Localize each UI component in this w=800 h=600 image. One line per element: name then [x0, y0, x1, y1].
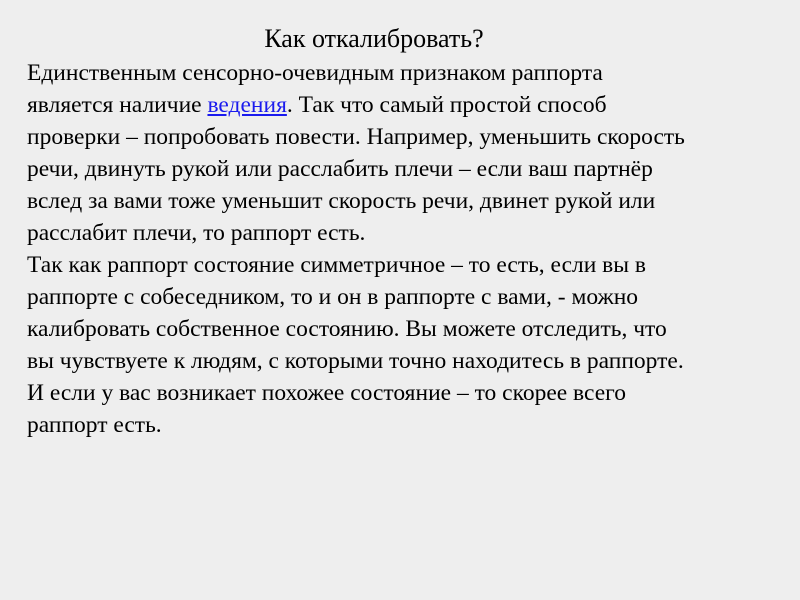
text-fragment: . Так что самый простой способ: [286, 92, 607, 118]
slide-title: Как откалибровать?: [264, 24, 484, 53]
text-line: Единственным сенсорно-очевидным признаком раппорта: [27, 60, 603, 86]
text-line: И если у вас возникает похожее состояние – то скорее всего: [27, 380, 626, 406]
paragraph-2: [27, 249, 787, 441]
text-line: расслабит плечи, то раппорт есть.: [27, 220, 366, 246]
text-line: вслед за вами тоже уменьшит скорость речи, двинет рукой или: [27, 188, 656, 214]
paragraph-1: [27, 57, 787, 249]
text-line: раппорт есть.: [27, 412, 162, 438]
text-line: раппорте с собеседником, то и он в раппорте с вами, - можно: [27, 284, 639, 310]
text-line: калибровать собственное состоянию. Вы можете отследить, что: [27, 316, 667, 342]
text-line-with-link: [27, 89, 787, 121]
text-line: вы чувствуете к людям, с которыми точно находитесь в раппорте.: [27, 348, 684, 374]
text-fragment: является наличие: [27, 92, 208, 118]
text-line: Так как раппорт состояние симметричное – то есть, если вы в: [27, 252, 647, 278]
text-line: речи, двинуть рукой или расслабить плечи – если ваш партнёр: [27, 156, 653, 182]
text-line: проверки – попробовать повести. Например, уменьшить скорость: [27, 124, 685, 150]
slide-body: [27, 57, 787, 441]
vedenie-link[interactable]: ведения: [207, 92, 287, 118]
